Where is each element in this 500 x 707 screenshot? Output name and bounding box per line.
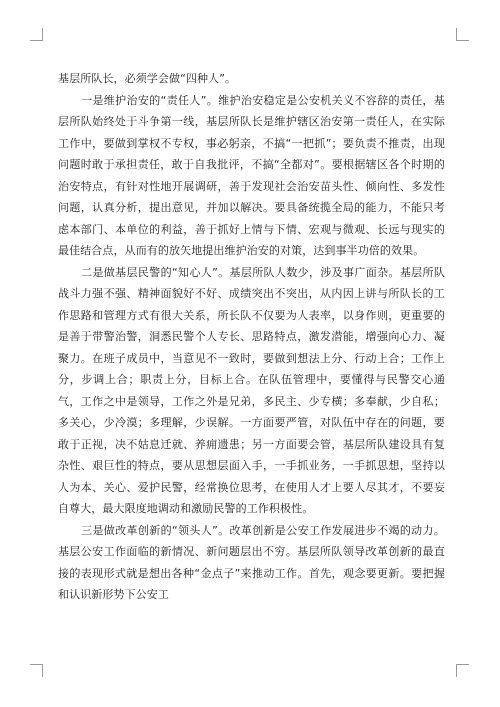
crop-mark-bottom-left (30, 664, 43, 677)
paragraph-innovation: 三是做改革创新的“领头人”。改革创新是公安工作发展进步不竭的动力。基层公安工作面临的新情况、新问题层出不穷。基层所队领导改革创新的最直接的表现形式就是想出各种“金点子”来推动工作。首先，观念要更新。要把握和认识新形势下公安工 (58, 523, 445, 601)
crop-mark-top-left (30, 28, 43, 41)
paragraph-responsibility: 一是维护治安的“责任人”。维护治安稳定是公安机关义不容辞的责任，基层所队始终处于斗争第一线，基层所队长是维护辖区治安第一责任人，在实际工作中，要做到掌权不专权，事必躬亲，不搞“一把抓”；要负责不推责，出现问题时敢于承担责任，敢于自我批评，不搞“全都对”。要根据辖区各个时期的治安特点，有针对性地开展调研，善于发现社会治安苗头性、倾向性、多发性问题，认真分析，提出意见，并加以解决。要具备统揽全局的能力，不能只考虑本部门、本单位的利益，善于抓好上情与下情、宏观与微观、长远与现实的最佳结合点，从而有的放矢地提出维护治安的对策，达到事半功倍的效果。 (58, 93, 445, 257)
paragraph-confidant: 二是做基层民警的“知心人”。基层所队人数少，涉及事广面杂。基层所队战斗力强不强、精神面貌好不好、成绩突出不突出，从内因上讲与所队长的工作思路和管理方式有很大关系，所长队不仅要为人表率，以身作则，更重要的是善于带警治警，洞悉民警个人专长、思路特点，激发潜能，增强向心力、凝聚力。在班子成员中，当意见不一致时，要做到想法上分、行动上合；工作上分，步调上合；职责上分，目标上合。在队伍管理中，要懂得与民警交心通气，工作之中是领导，工作之外是兄弟，多民主、少专横；多奉献，少自私；多关心，少冷漠；多理解，少误解。一方面要严管，对队伍中存在的问题，要敢于正视，决不姑息迁就、养痈遗患；另一方面要会管，基层所队建设具有复杂性、艰巨性的特点，要从思想层面入手，一手抓业务，一手抓思想，坚持以人为本、关心、爱护民警，经常换位思考，在使用人才上要人尽其才，不要妄自尊大，最大限度地调动和激励民警的工作积极性。 (58, 265, 445, 515)
crop-mark-top-right (456, 28, 469, 41)
document-body (58, 68, 445, 606)
paragraph-continuation: 基层所队长，必须学会做“四种人”。 (58, 72, 237, 85)
crop-mark-bottom-right (456, 664, 469, 677)
